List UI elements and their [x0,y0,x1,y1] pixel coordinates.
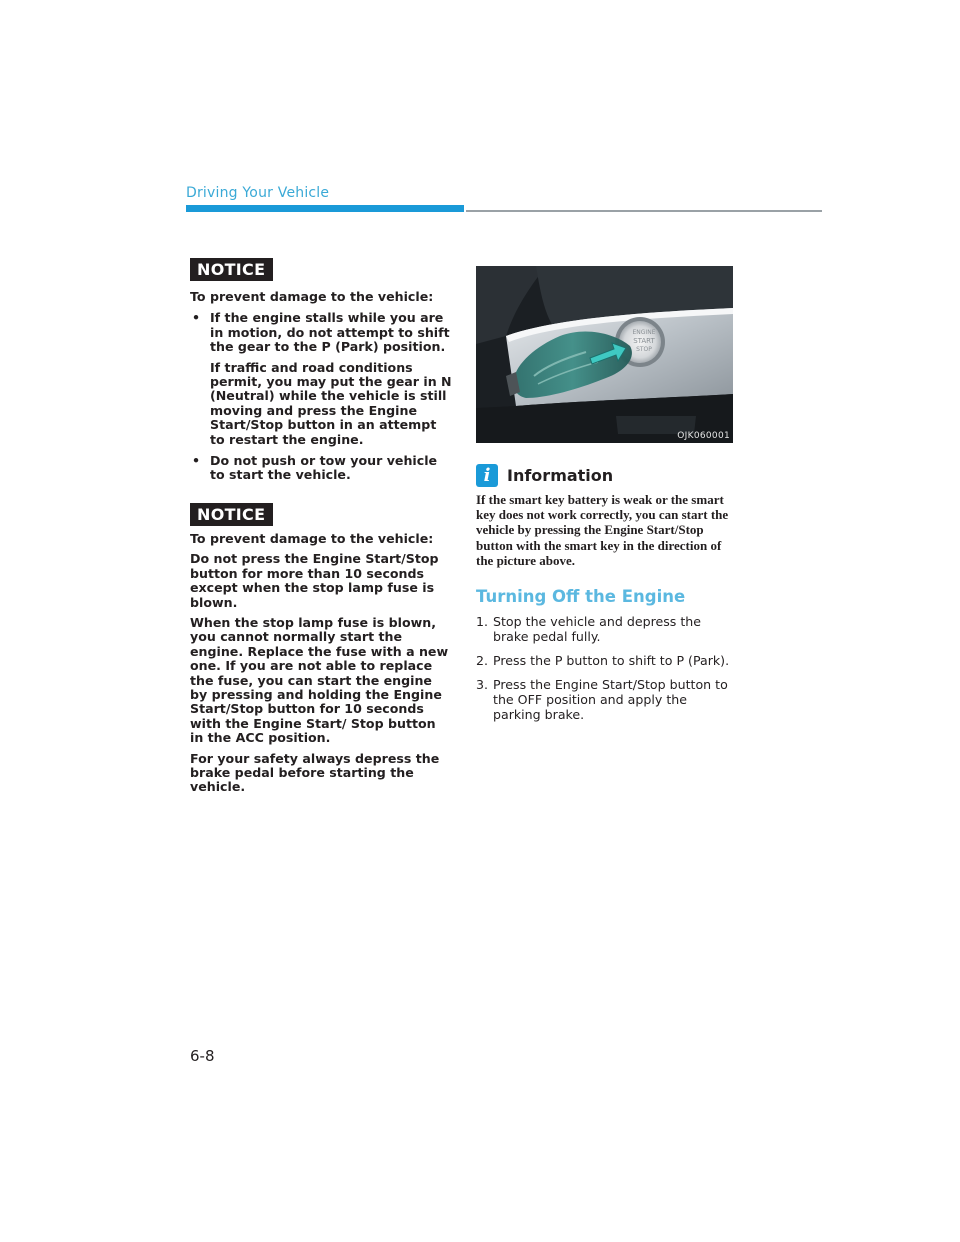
information-body: If the smart key battery is weak or the smart key does not work correctly, you can start the vehicle by pressing the Engine Start/Stop button with the smart key in the direction of the picture above. [476,492,729,568]
list-item [190,311,452,447]
notice-box-2 [190,503,452,795]
notice-paragraph: When the stop lamp fuse is blown, you cannot normally start the engine. Replace the fuse with a new one. If you are not able to replace the fuse, you can start the engine by pressing and holding the Engine Start/Stop button for 10 seconds with the Engine Start/ Stop button in the ACC position. [190,614,449,746]
step-number: 1. [476,614,489,630]
figure-code: OJK060001 [677,431,730,441]
button-label-engine: ENGINE [632,329,656,336]
button-label-stop: STOP [636,346,652,353]
list-item-text: If the engine stalls while you are in motion, do not attempt to shift the gear to the P (Park) position. [210,310,450,355]
bullet: • [192,310,201,326]
notice-box-1 [190,258,452,483]
notice-paragraph: Do not press the Engine Start/Stop button for more than 10 seconds except when the stop lamp fuse is blown. [190,551,439,610]
step-number: 2. [476,653,489,669]
step-item [476,653,736,668]
notice-label: NOTICE [190,258,273,281]
step-item [476,614,736,644]
header-rule [466,210,822,212]
section-title: Driving Your Vehicle [186,185,330,201]
section-heading: Turning Off the Engine [476,587,686,607]
step-item [476,677,736,722]
step-text: Press the P button to shift to P (Park). [493,653,730,669]
header-rule-accent [186,205,464,212]
notice-label: NOTICE [190,503,273,526]
notice-list [190,311,452,482]
step-text: Stop the vehicle and depress the brake pedal fully. [493,614,702,645]
list-item [190,454,452,483]
list-item-text: Do not push or tow your vehicle to start the vehicle. [210,453,438,483]
list-item-subtext: If traffic and road conditions permit, you may put the gear in N (Neutral) while the vehicle is still moving and press the Engine Start/Stop button in an attempt to restart the engine. [210,359,452,447]
notice-paragraph: To prevent damage to the vehicle: [190,530,434,546]
step-text: Press the Engine Start/Stop button to the OFF position and apply the parking brake. [493,677,728,723]
steps-list [476,614,736,722]
information-box [476,464,736,731]
page-number: 6-8 [190,1047,215,1065]
left-column [190,258,452,795]
smart-key-photo-image [476,266,733,443]
notice-paragraph: For your safety always depress the brake pedal before starting the vehicle. [190,750,440,795]
notice-intro: To prevent damage to the vehicle: [190,289,434,304]
button-label-start: START [633,337,655,345]
information-header [476,464,736,487]
smart-key-illustration [476,266,733,443]
info-icon: i [476,464,498,487]
information-title: Information [507,466,614,485]
bullet: • [192,453,201,469]
step-number: 3. [476,677,489,693]
